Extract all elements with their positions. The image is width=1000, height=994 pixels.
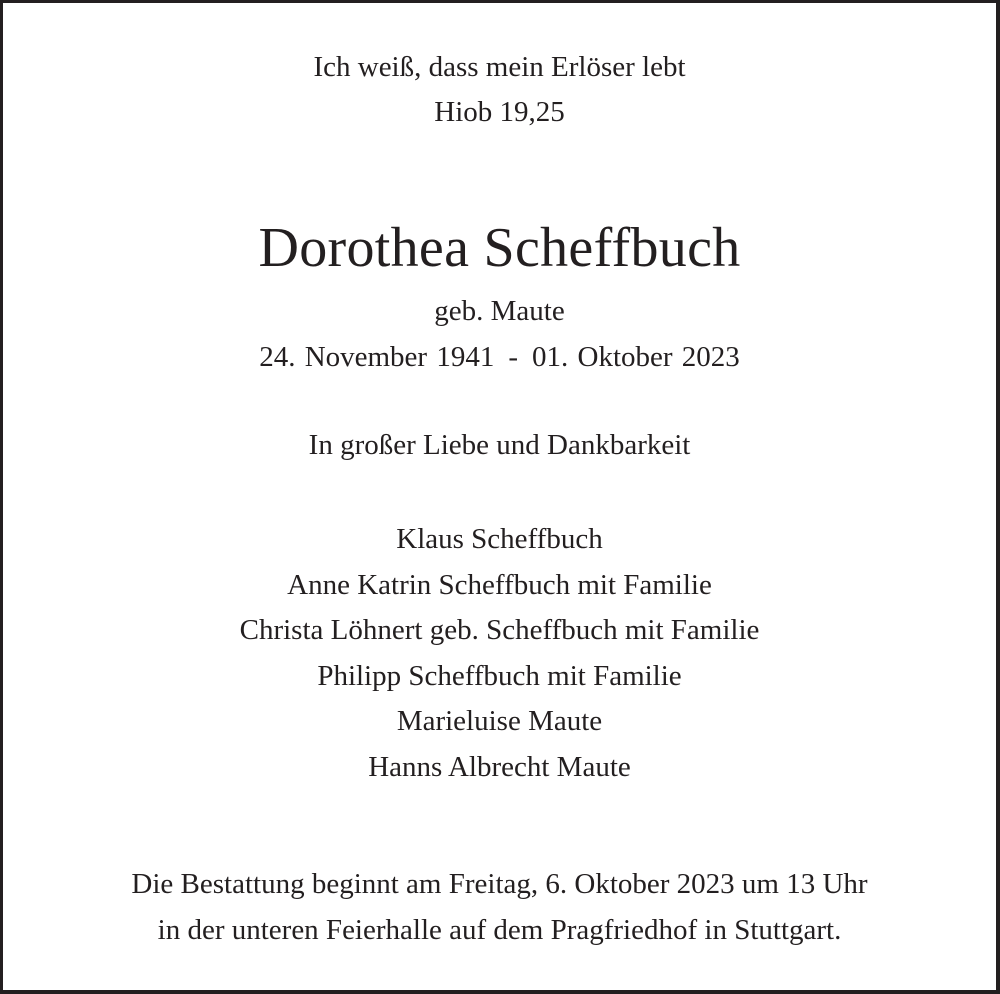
life-dates xyxy=(3,337,996,377)
bible-verse-reference: Hiob 19,25 xyxy=(434,96,565,128)
death-date: 01. Oktober 2023 xyxy=(532,341,740,373)
date-separator: - xyxy=(508,341,519,373)
mourner-name: Anne Katrin Scheffbuch mit Familie xyxy=(287,568,712,601)
mourner-name: Hanns Albrecht Maute xyxy=(368,750,631,783)
bible-verse: Ich weiß, dass mein Erlöser lebt xyxy=(313,51,686,83)
mourner-name: Klaus Scheffbuch xyxy=(396,523,603,555)
mourner-name: Marieluise Maute xyxy=(396,705,603,737)
deceased-name: Dorothea Scheffbuch xyxy=(258,217,741,279)
birth-name: geb. Maute xyxy=(434,295,565,327)
mourner-name: Philipp Scheffbuch mit Familie xyxy=(317,659,682,692)
birth-date: 24. November 1941 xyxy=(259,341,495,373)
mourner-name: Christa Löhnert geb. Scheffbuch mit Familie xyxy=(239,614,760,646)
funeral-info-line: Die Bestattung beginnt am Freitag, 6. Oktober 2023 um 13 Uhr xyxy=(131,868,868,900)
mourners-list xyxy=(3,517,996,790)
dedication-line: In großer Liebe und Dankbarkeit xyxy=(308,429,691,461)
funeral-info-line: in der unteren Feierhalle auf dem Pragfriedhof in Stuttgart. xyxy=(157,914,842,946)
